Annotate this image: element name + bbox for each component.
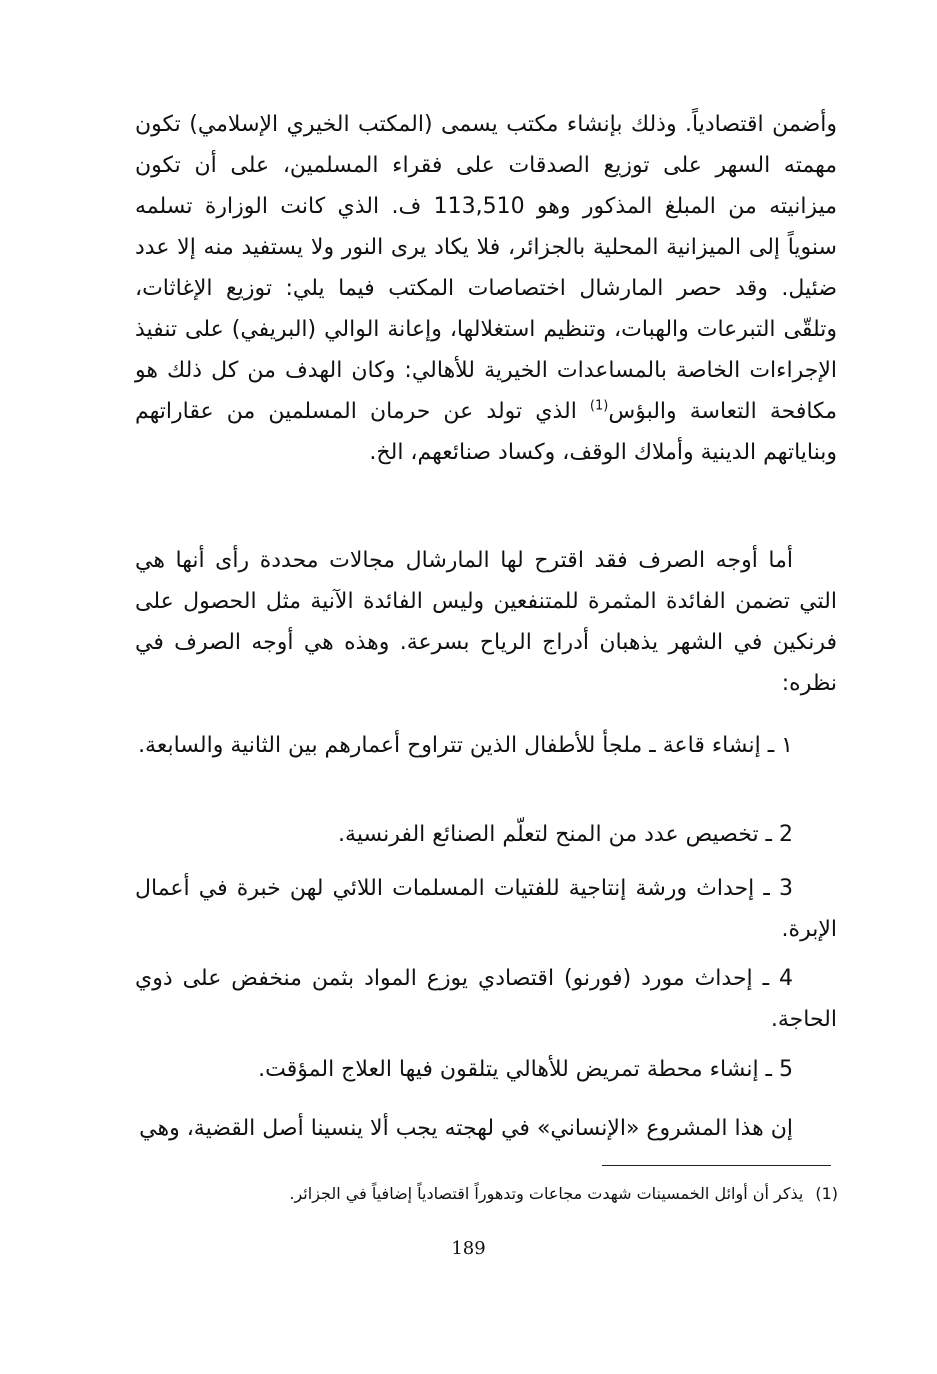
paragraph-office-founding — [135, 104, 837, 473]
paragraph-text: أما أوجه الصرف فقد اقترح لها المارشال مجالات محددة رأى أنها هي التي تضمن الفائدة المثمرة للمتنفعين وليس الفائدة الآنية مثل الحصول على فرنكين في الشهر يذهبان أدراج الرياح بسرعة. وهذه هي أوجه الصرف في نظره: — [135, 548, 837, 696]
footnote — [100, 1180, 838, 1208]
footnote-divider — [602, 1165, 831, 1166]
footnote-reference[interactable]: (1) — [589, 398, 609, 414]
list-item-4 — [135, 958, 837, 1040]
list-item-1 — [135, 725, 837, 766]
page-number: 189 — [451, 1238, 486, 1259]
paragraph-spending-areas — [135, 540, 837, 704]
list-item-text: ١ ـ إنشاء قاعة ـ ملجأ للأطفال الذين تتراوح أعمارهم بين الثانية والسابعة. — [138, 733, 793, 758]
paragraph-text: وأضمن اقتصادياً. وذلك بإنشاء مكتب يسمى (المكتب الخيري الإسلامي) تكون مهمته السهر على توزيع الصدقات على فقراء المسلمين، على أن تكون ميزانيته من المبلغ المذكور وهو 113,510 ف. الذي كانت الوزارة تسلمه سنوياً إلى الميزانية المحلية بالجزائر، فلا يكاد يرى النور ولا يستفيد منه إلا عدد ضئيل. وقد حصر المارشال اختصاصات المكتب فيما يلي: توزيع الإغاثات، وتلقّى التبرعات والهبات، وتنظيم استغلالها، وإعانة الوالي (البريفي) على تنفيذ الإجراءات الخاصة بالمساعدات الخيرية للأهالي: وكان الهدف من كل ذلك هو مكافحة التعاسة والبؤس — [135, 112, 837, 424]
list-item-text: 3 ـ إحداث ورشة إنتاجية للفتيات المسلمات اللائي لهن خبرة في أعمال الإبرة. — [135, 876, 837, 942]
footnote-text: يذكر أن أوائل الخمسينات شهدت مجاعات وتدهوراً اقتصادياً إضافياً في الجزائر. — [289, 1184, 804, 1203]
paragraph-text: إن هذا المشروع «الإنساني» في لهجته يجب ألا ينسينا أصل القضية، وهي — [139, 1116, 793, 1141]
paragraph-text-continued: الذي تولد عن حرمان المسلمين من عقاراتهم وبناياتهم الدينية وأملاك الوقف، وكساد صنائعهم، الخ. — [135, 399, 837, 465]
paragraph-humanitarian-project — [135, 1108, 837, 1149]
list-item-text: 5 ـ إنشاء محطة تمريض للأهالي يتلقون فيها العلاج المؤقت. — [258, 1057, 793, 1082]
list-item-text: 2 ـ تخصيص عدد من المنح لتعلّم الصنائع الفرنسية. — [338, 822, 793, 847]
list-item-5 — [135, 1049, 837, 1090]
list-item-2 — [135, 814, 837, 855]
list-item-3 — [135, 868, 837, 950]
list-item-text: 4 ـ إحداث مورد (فورنو) اقتصادي يوزع المواد بثمن منخفض على ذوي الحاجة. — [135, 966, 837, 1032]
footnote-marker: (1) — [815, 1184, 838, 1203]
